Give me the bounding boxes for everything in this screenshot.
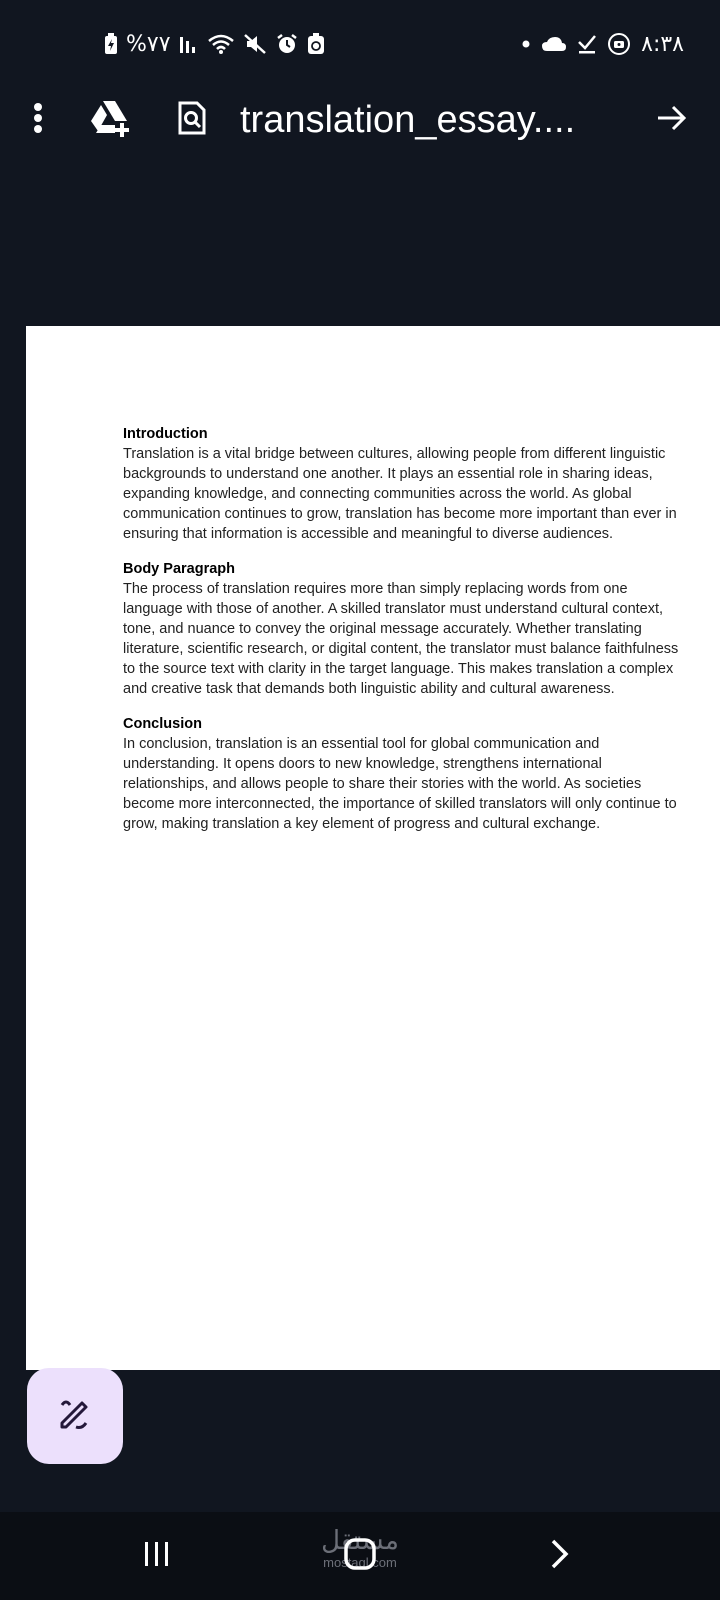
edit-pen-icon xyxy=(58,1397,92,1436)
system-nav-bar xyxy=(0,1512,720,1600)
more-options-button[interactable] xyxy=(14,80,62,160)
status-time: ٨:٣٨ xyxy=(641,31,684,57)
recycle-icon xyxy=(307,33,325,55)
section-body-conclusion: In conclusion, translation is an essential tool for global communication and understanding. It opens doors to new knowledge, strengthens international relationships, and allows people to share their stories with the world. As societies become more interconnected, the importance of skilled translators will only continue to grow, making translation a key element of progress and cultural exchange. xyxy=(123,736,677,832)
section-body-body-paragraph: The process of translation requires more than simply replacing words from one language with those of another. A skilled translator must understand cultural context, tone, and nuance to convey the original message accurately. Whether translating literature, scientific research, or digital content, the translator must balance faithfulness to the source text with clarity in the target language. This makes translation a complex and creative task that demands both linguistic ability and cultural awareness. xyxy=(123,581,679,697)
recent-apps-button[interactable] xyxy=(97,1512,217,1600)
edit-fab-button[interactable] xyxy=(27,1368,123,1464)
section-heading-body-paragraph: Body Paragraph xyxy=(123,561,235,577)
forward-button[interactable] xyxy=(640,80,704,160)
add-to-drive-button[interactable] xyxy=(82,80,140,160)
section-body-introduction: Translation is a vital bridge between cultures, allowing people from different linguistic backgrounds to understand one another. It plays an essential role in sharing ideas, expanding knowledge, and connecting communities across the world. As global communication continues to grow, translation has become more important than ever in ensuring that information is accessible and meaningful to diverse audiences. xyxy=(123,446,677,542)
mute-icon xyxy=(243,33,267,55)
dot-icon xyxy=(521,39,531,49)
add-to-drive-icon xyxy=(89,99,133,142)
watermark-arabic: مستقل xyxy=(321,1526,399,1556)
status-bar-right xyxy=(521,28,684,60)
section-heading-conclusion: Conclusion xyxy=(123,716,202,732)
signal-icon xyxy=(179,33,199,55)
home-icon xyxy=(343,1537,377,1576)
find-in-page-button[interactable] xyxy=(168,80,216,160)
find-in-page-icon xyxy=(177,100,207,141)
alarm-icon xyxy=(275,33,299,55)
privacy-icon xyxy=(607,32,631,56)
document-page[interactable] xyxy=(26,326,720,1370)
battery-percent: %٧٧ xyxy=(126,31,171,57)
document-content xyxy=(123,424,683,849)
document-title[interactable]: translation_essay.... xyxy=(240,99,576,141)
section-heading-introduction: Introduction xyxy=(123,426,208,442)
download-done-icon xyxy=(577,33,597,55)
cloud-icon xyxy=(541,35,567,53)
battery-charging-icon xyxy=(104,33,118,55)
status-bar-left xyxy=(104,28,325,60)
back-icon xyxy=(549,1538,571,1575)
watermark-latin: mostaql.com xyxy=(323,1555,397,1570)
app-toolbar xyxy=(0,80,720,160)
forward-arrow-icon xyxy=(656,104,688,137)
wifi-icon xyxy=(207,33,235,55)
back-button[interactable] xyxy=(500,1512,620,1600)
recent-apps-icon xyxy=(142,1540,172,1573)
home-button[interactable] xyxy=(300,1512,420,1600)
more-options-icon xyxy=(32,102,44,139)
status-bar xyxy=(0,0,720,80)
